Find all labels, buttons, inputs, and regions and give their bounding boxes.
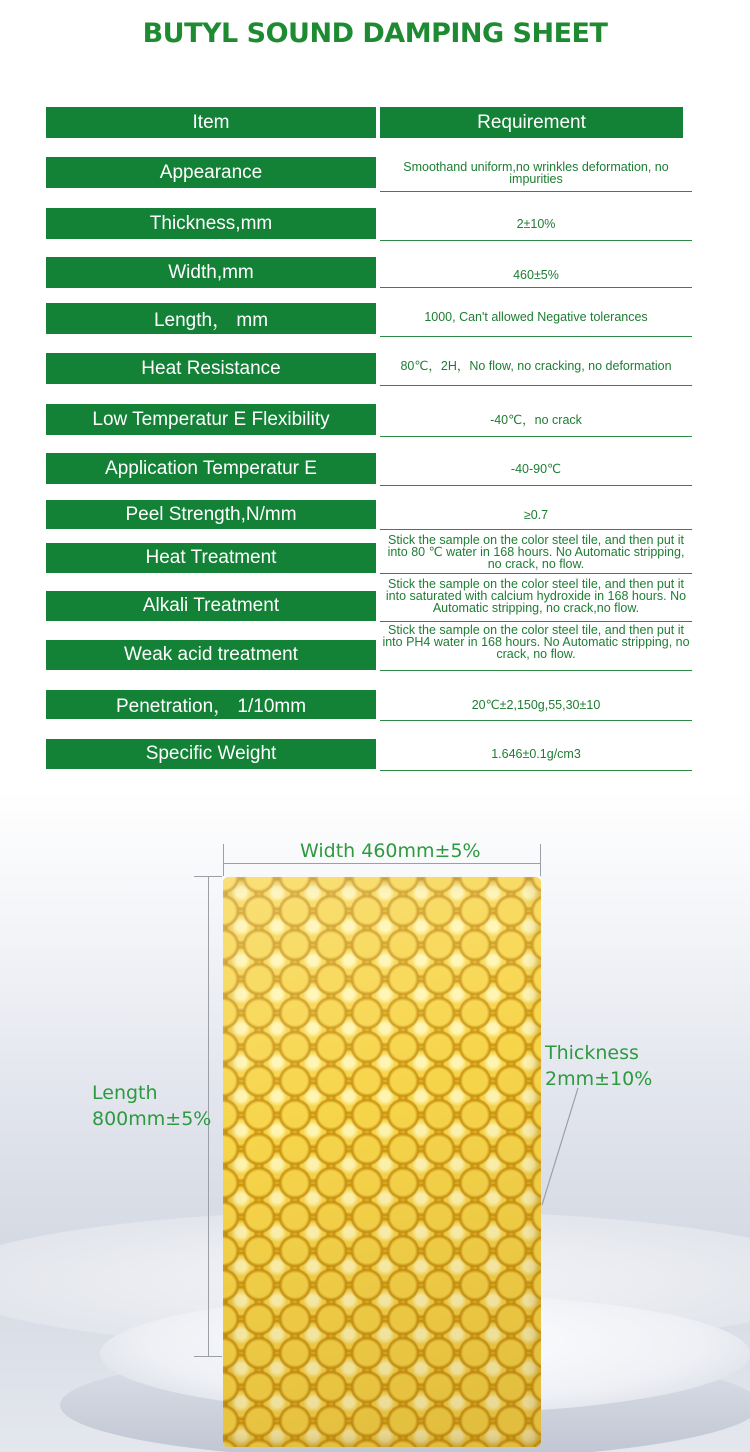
thickness-value: 2mm±10% bbox=[545, 1068, 653, 1090]
row-divider bbox=[380, 770, 692, 771]
row-divider bbox=[380, 436, 692, 437]
width-label: Width 460mm±5% bbox=[300, 840, 481, 862]
spec-table bbox=[46, 107, 692, 772]
requirement-cell: 460±5% bbox=[513, 267, 559, 282]
row-divider bbox=[380, 191, 692, 192]
item-cell: Application Temperatur E bbox=[46, 453, 376, 484]
item-cell: Peel Strength,N/mm bbox=[46, 500, 376, 529]
item-cell: Width,mm bbox=[46, 257, 376, 288]
sheet-shine bbox=[223, 877, 541, 1447]
length-value: 800mm±5% bbox=[92, 1108, 212, 1130]
requirement-cell: 80℃，2H，No flow, no cracking, no deformation bbox=[400, 359, 672, 373]
thickness-label: Thickness bbox=[545, 1042, 639, 1064]
product-illustration bbox=[0, 790, 750, 1452]
header-requirement: Requirement bbox=[380, 107, 683, 138]
requirement-cell: 1.646±0.1g/cm3 bbox=[491, 747, 581, 761]
requirement-cell: 20℃±2,150g,55,30±10 bbox=[471, 697, 601, 712]
width-dimension-line bbox=[223, 863, 541, 864]
butyl-sheet-image bbox=[223, 877, 541, 1447]
item-cell: Heat Resistance bbox=[46, 353, 376, 384]
requirement-cell: -40℃，no crack bbox=[490, 412, 582, 427]
requirement-cell: Stick the sample on the color steel tile, and then put it into PH4 water in 168 hours. No Automatic stripping, no crack, no flow. bbox=[382, 623, 690, 661]
requirement-cell: 1000, Can't allowed Negative tolerances bbox=[424, 310, 648, 324]
item-cell: Thickness,mm bbox=[46, 208, 376, 239]
row-divider bbox=[380, 240, 692, 241]
length-label: Length bbox=[92, 1082, 158, 1104]
requirement-cell: 2±10% bbox=[516, 216, 556, 231]
width-dimension-tick-left bbox=[223, 844, 224, 876]
item-cell: Specific Weight bbox=[46, 739, 376, 769]
header-item: Item bbox=[46, 107, 376, 138]
item-cell: Low Temperatur E Flexibility bbox=[46, 404, 376, 435]
item-cell: Alkali Treatment bbox=[46, 591, 376, 621]
requirement-cell: -40-90℃ bbox=[510, 461, 562, 476]
row-divider bbox=[380, 573, 692, 574]
row-divider bbox=[380, 529, 692, 530]
item-cell: Heat Treatment bbox=[46, 543, 376, 573]
item-cell: Length， mm bbox=[46, 303, 376, 334]
row-divider bbox=[380, 720, 692, 721]
requirement-cell: ≥0.7 bbox=[523, 507, 549, 522]
row-divider bbox=[380, 385, 692, 386]
requirement-cell: Stick the sample on the color steel tile, and then put it into saturated with calcium hydroxide in 168 hours. No Automatic stripping, no crack,no flow. bbox=[385, 577, 687, 615]
requirement-cell: Stick the sample on the color steel tile, and then put it into 80 ℃ water in 168 hours. No Automatic stripping, no crack, no flow. bbox=[387, 533, 685, 571]
requirement-cell: Smoothand uniform,no wrinkles deformation, no impurities bbox=[403, 160, 669, 186]
item-cell: Appearance bbox=[46, 157, 376, 188]
length-dimension-tick-bottom bbox=[194, 1356, 222, 1357]
row-divider bbox=[380, 485, 692, 486]
page-title: BUTYL SOUND DAMPING SHEET bbox=[142, 18, 608, 49]
item-cell: Penetration， 1/10mm bbox=[46, 690, 376, 719]
row-divider bbox=[380, 336, 692, 337]
width-dimension-tick-right bbox=[540, 844, 541, 876]
item-cell: Weak acid treatment bbox=[46, 640, 376, 670]
row-divider bbox=[380, 287, 692, 288]
row-divider bbox=[380, 670, 692, 671]
